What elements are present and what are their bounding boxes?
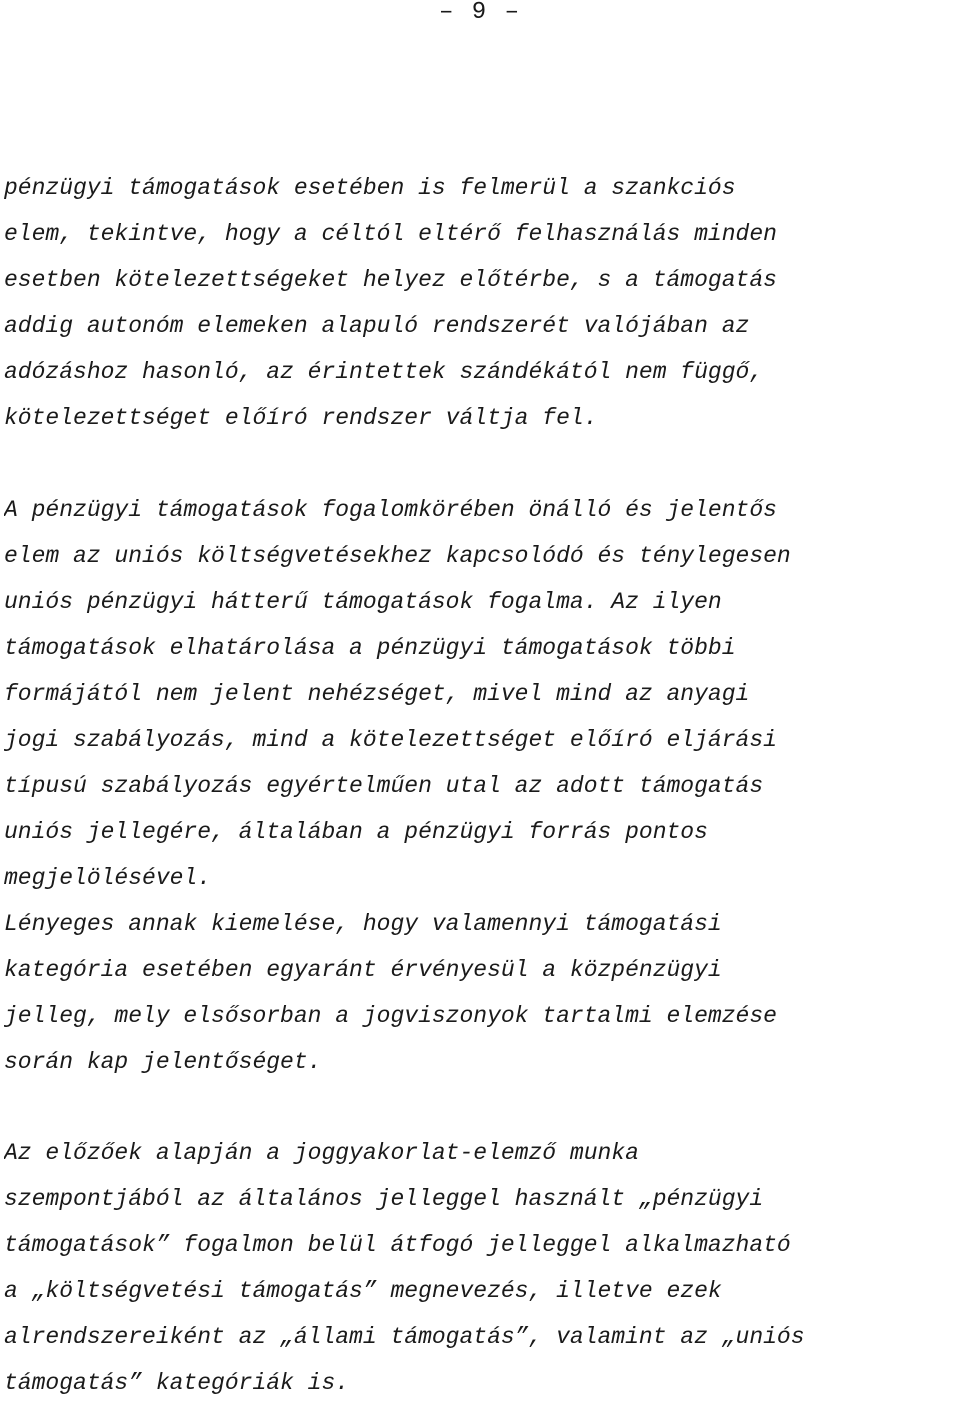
- text-line: elem az uniós költségvetésekhez kapcsolódó és ténylegesen: [4, 543, 791, 569]
- text-line: esetben kötelezettségeket helyez előtérbe, s a támogatás: [4, 267, 777, 293]
- text-line: A pénzügyi támogatások fogalomkörében önálló és jelentős: [4, 497, 777, 523]
- text-line: a „költségvetési támogatás” megnevezés, illetve ezek: [4, 1278, 722, 1304]
- text-line: Lényeges annak kiemelése, hogy valamennyi támogatási: [4, 911, 722, 937]
- paragraph-2: [4, 487, 956, 1085]
- text-line: formájától nem jelent nehézséget, mivel mind az anyagi: [4, 681, 750, 707]
- paragraph-3: [4, 1130, 956, 1406]
- page-number: – 9 –: [438, 0, 521, 26]
- text-line: Az előzőek alapján a joggyakorlat-elemző munka: [4, 1140, 639, 1166]
- text-line: típusú szabályozás egyértelműen utal az adott támogatás: [4, 773, 764, 799]
- text-line: során kap jelentőséget.: [4, 1049, 322, 1075]
- text-line: támogatások elhatárolása a pénzügyi támogatások többi: [4, 635, 736, 661]
- text-line: jogi szabályozás, mind a kötelezettséget előíró eljárási: [4, 727, 777, 753]
- text-line: szempontjából az általános jelleggel használt „pénzügyi: [4, 1186, 764, 1212]
- text-line: jelleg, mely elsősorban a jogviszonyok tartalmi elemzése: [4, 1003, 777, 1029]
- text-line: támogatások” fogalmon belül átfogó jelleggel alkalmazható: [4, 1232, 791, 1258]
- text-line: megjelölésével.: [4, 865, 212, 891]
- text-line: támogatás” kategóriák is.: [4, 1370, 350, 1396]
- text-line: kötelezettséget előíró rendszer váltja fel.: [4, 405, 598, 431]
- text-line: uniós pénzügyi hátterű támogatások fogalma. Az ilyen: [4, 589, 722, 615]
- text-line: kategória esetében egyaránt érvényesül a közpénzügyi: [4, 957, 722, 983]
- text-line: pénzügyi támogatások esetében is felmerül a szankciós: [4, 175, 736, 201]
- text-line: alrendszereiként az „állami támogatás”, valamint az „uniós: [4, 1324, 805, 1350]
- text-line: adózáshoz hasonló, az érintettek szándékától nem függő,: [4, 359, 764, 385]
- paragraph-1: [4, 165, 956, 441]
- text-line: elem, tekintve, hogy a céltól eltérő felhasználás minden: [4, 221, 777, 247]
- text-line: addig autonóm elemeken alapuló rendszerét valójában az: [4, 313, 750, 339]
- text-line: uniós jellegére, általában a pénzügyi forrás pontos: [4, 819, 708, 845]
